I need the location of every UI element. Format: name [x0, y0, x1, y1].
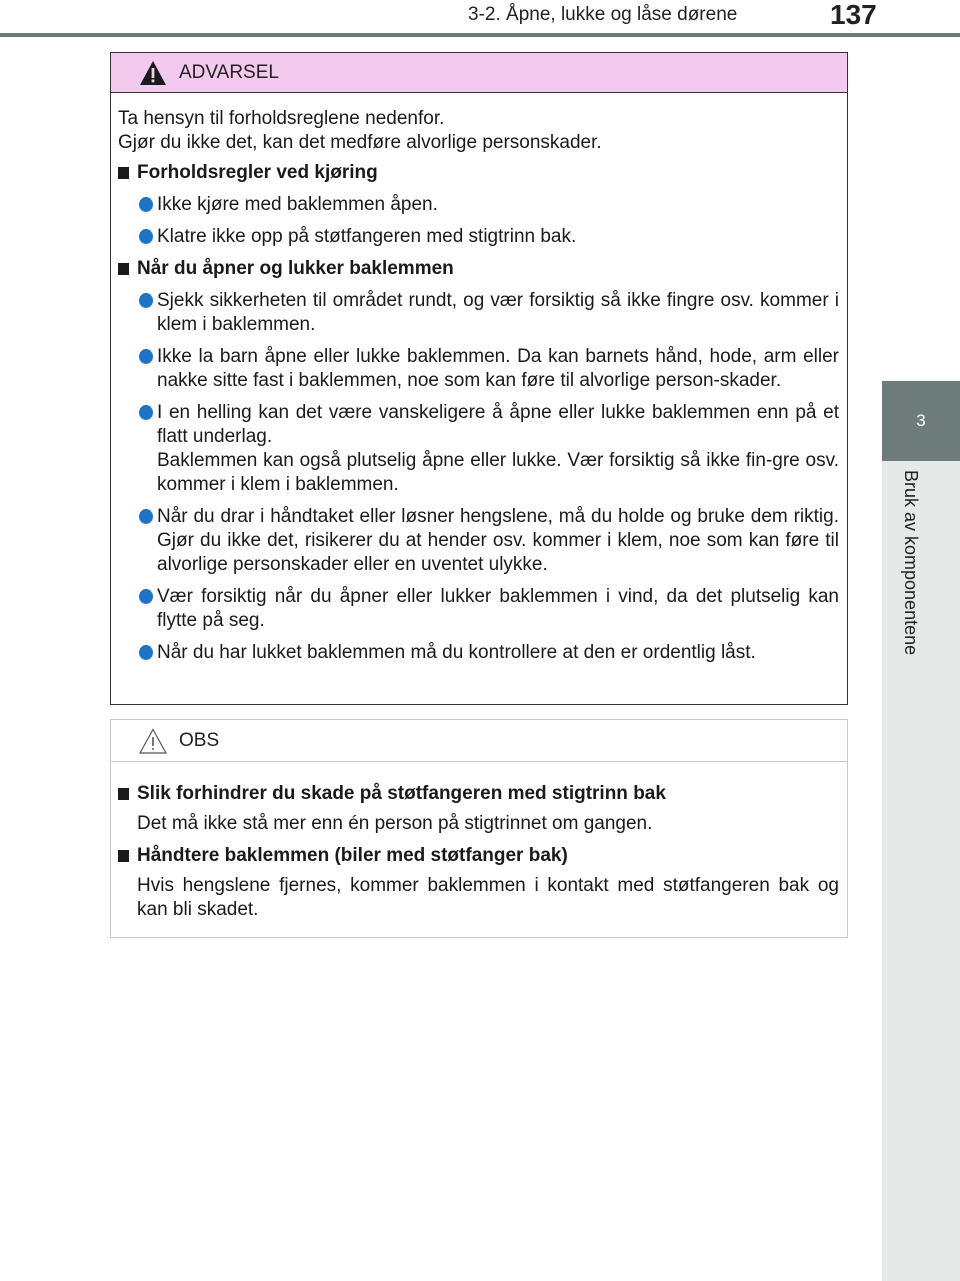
list-item — [118, 289, 839, 337]
chapter-number: 3 — [916, 411, 926, 430]
square-bullet-icon — [118, 788, 129, 800]
section-heading — [118, 782, 839, 806]
page-number: 137 — [830, 0, 877, 30]
notice-box — [110, 719, 848, 938]
header-divider — [0, 33, 960, 37]
warning-body — [111, 93, 847, 665]
circle-bullet-icon — [139, 589, 153, 604]
section-heading — [118, 844, 839, 868]
circle-bullet-icon — [139, 645, 153, 660]
heading-text: Håndtere baklemmen (biler med støtfanger bak) — [137, 845, 568, 866]
square-bullet-icon — [118, 850, 129, 862]
list-item — [118, 505, 839, 577]
circle-bullet-icon — [139, 509, 153, 524]
paragraph: Hvis hengslene fjernes, kommer baklemmen i kontakt med støtfangeren bak og kan bli skadet. — [137, 875, 839, 920]
circle-bullet-icon — [139, 197, 153, 212]
chapter-tab — [882, 381, 960, 461]
list-item-text: Når du drar i håndtaket eller løsner hengslene, må du holde og bruke dem riktig. Gjør du ikke det, risikerer du at hender osv. kommer i klem, noe som kan føre til alvorlige personskader eller en uventet ulykke. — [157, 506, 839, 575]
list-item-text: Vær forsiktig når du åpner eller lukker baklemmen i vind, da det plutselig kan flytte på seg. — [157, 586, 839, 631]
intro-line: Gjør du ikke det, kan det medføre alvorlige personskader. — [118, 132, 602, 153]
list-item-text-extra: Baklemmen kan også plutselig åpne eller lukke. Vær forsiktig så ikke fin-gre osv. kommer i klem i baklemmen. — [157, 450, 839, 495]
caution-triangle-icon — [139, 728, 167, 754]
list-item — [118, 193, 839, 217]
list-item-text: Ikke la barn åpne eller lukke baklemmen. Da kan barnets hånd, hode, arm eller nakke sitte fast i baklemmen, noe som kan føre til alvorlige person-skader. — [157, 346, 839, 391]
square-bullet-icon — [118, 263, 129, 275]
list-item — [118, 401, 839, 497]
heading-text: Forholdsregler ved kjøring — [137, 162, 378, 183]
intro-line: Ta hensyn til forholdsreglene nedenfor. — [118, 108, 445, 129]
circle-bullet-icon — [139, 405, 153, 420]
notice-body — [111, 762, 847, 922]
list-item-text: Klatre ikke opp på støtfangeren med stigtrinn bak. — [157, 226, 577, 247]
list-item-text: Ikke kjøre med baklemmen åpen. — [157, 194, 438, 215]
notice-header — [111, 720, 847, 762]
heading-text: Slik forhindrer du skade på støtfangeren med stigtrinn bak — [137, 783, 666, 804]
list-item — [118, 585, 839, 633]
warning-intro — [118, 107, 839, 155]
list-item-text: Når du har lukket baklemmen må du kontrollere at den er ordentlig låst. — [157, 642, 756, 663]
paragraph: Det må ikke stå mer enn én person på stigtrinnet om gangen. — [137, 813, 653, 834]
section-title: 3-2. Åpne, lukke og låse dørene — [468, 4, 738, 25]
list-item — [118, 225, 839, 249]
square-bullet-icon — [118, 167, 129, 179]
list-item-text: I en helling kan det være vanskeligere å åpne eller lukke baklemmen enn på et flatt underlag. — [157, 402, 839, 447]
warning-box — [110, 52, 848, 705]
circle-bullet-icon — [139, 349, 153, 364]
warning-title: ADVARSEL — [179, 61, 279, 83]
section-heading — [118, 257, 839, 281]
heading-text: Når du åpner og lukker baklemmen — [137, 258, 454, 279]
list-item — [118, 345, 839, 393]
warning-header — [111, 53, 847, 93]
warning-triangle-icon — [139, 60, 167, 86]
list-item-text: Sjekk sikkerheten til området rundt, og vær forsiktig så ikke fingre osv. kommer i klem i baklemmen. — [157, 290, 839, 335]
chapter-title: Bruk av komponentene — [901, 470, 921, 656]
list-item — [118, 641, 839, 665]
circle-bullet-icon — [139, 229, 153, 244]
notice-title: OBS — [179, 729, 220, 751]
circle-bullet-icon — [139, 293, 153, 308]
section-heading — [118, 161, 839, 185]
chapter-strip — [882, 461, 960, 1281]
